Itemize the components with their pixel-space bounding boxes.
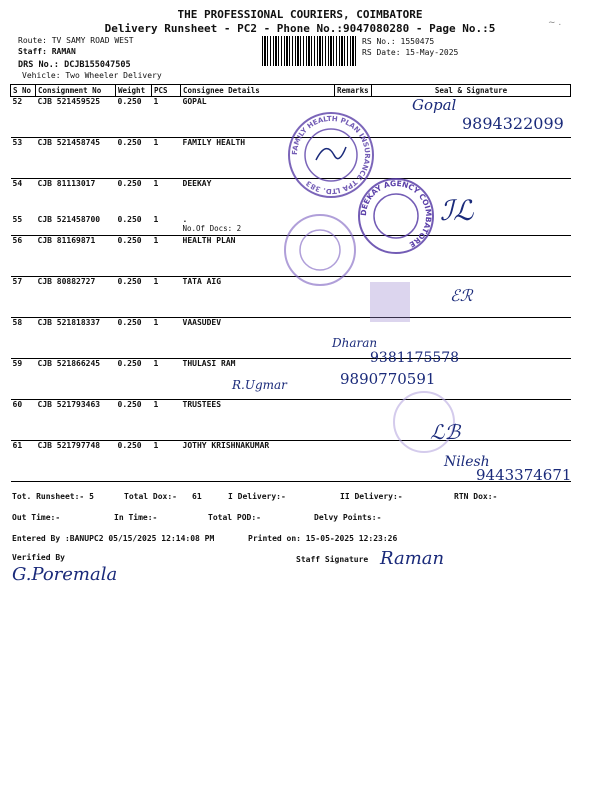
phone-nilesh: 9443374671 [476,466,572,484]
row-pcs: 1 [152,97,181,138]
row-sno: 56 [11,236,36,277]
row-consignee: HEALTH PLAN [181,236,335,277]
row-sno: 61 [11,441,36,482]
phone-thulasi: 9890770591 [340,370,436,388]
total-pod: Total POD:- [208,513,261,522]
sign-gopal: Gopal [412,96,457,114]
row-sno: 60 [11,400,36,441]
row-pcs: 1 [153,179,159,188]
row-pcs: 1 [152,359,181,400]
col-consignee: Consignee Details [181,85,335,97]
row-pcs: 1 [152,138,181,179]
row-consignee: FAMILY HEALTH [181,138,335,179]
row-consignee: GOPAL [181,97,335,138]
row-weight: 0.250 [116,236,152,277]
col-seal: Seal & Signature [372,85,571,97]
row-weight: 0.250 [116,400,152,441]
row-consignment: CJB 521866245 [36,359,116,400]
row-consignment: CJB 521458745 [36,138,116,179]
row-pcs: 1 [152,236,181,277]
sign-tata-aig: ℰℛ [450,286,473,305]
row-seal [372,138,571,179]
col-sno: S No [11,85,36,97]
verifier-signature: G.Poremala [12,564,118,585]
svg-text:FAMILY HEALTH PLAN INSURANCE T: FAMILY HEALTH PLAN INSURANCE TPA LTD. 383 [290,114,372,196]
row-consignee: TATA AIG [181,277,335,318]
row-weight: 0.250 [116,138,152,179]
row-consignment: CJB 81113017 [37,179,96,188]
drs-label: DRS No.: [18,60,59,70]
row-remarks [335,441,372,482]
entered-by: Entered By :BANUPC2 05/15/2025 12:14:08 PM [12,534,215,543]
out-time: Out Time:- [12,513,61,522]
col-pcs: PCS [152,85,181,97]
staff-label: Staff: [18,47,47,56]
deekay-agency-stamp [356,176,436,256]
row-remarks [335,400,372,441]
corner-mark: ~ . [548,18,562,28]
printed-on: Printed on: 15-05-2025 12:23:26 [248,534,398,543]
row-consignment: CJB 81169871 [36,236,116,277]
barcode [262,36,358,66]
delvy-points: Delvy Points:- [314,513,382,522]
consignee-name: . [182,214,188,224]
col-remarks: Remarks [335,85,372,97]
row-weight: 0.250 [116,441,152,482]
row-pcs: 1 [152,215,181,236]
rs-date: RS Date: 15-May-2025 [362,48,459,57]
row-consignment: CJB 521793463 [36,400,116,441]
phone-dharan: 9381175578 [370,350,460,366]
total-dox-value: 61 [192,492,202,501]
row-weight: 0.250 [117,179,142,188]
row-sno: 55 [11,215,36,236]
table-row [11,359,571,400]
smudged-stamp [370,282,410,322]
row-pcs: 1 [152,400,181,441]
sign-trustees: ℒℬ [430,420,461,444]
row-weight: 0.250 [116,359,152,400]
row-consignment: CJB 521818337 [36,318,116,359]
row-sno: 53 [11,138,36,179]
row-weight: 0.250 [116,318,152,359]
svg-text:DEEKAY AGENCY COIMBATORE: DEEKAY AGENCY COIMBATORE [358,178,434,250]
row-sno: 54 [12,179,23,188]
col-consignment: Consignment No [36,85,116,97]
route: Route: TV SAMY ROAD WEST [18,36,134,45]
ii-delivery: II Delivery:- [340,492,403,501]
tot-runsheet: Tot. Runsheet:- 5 [12,492,94,501]
row-pcs: 1 [152,441,181,482]
i-delivery: I Delivery:- [228,492,286,501]
rs-number: RS No.: 1550475 [362,37,435,46]
col-weight: Weight [116,85,152,97]
row-consignee: TRUSTEES [181,400,335,441]
sign-deekay: ℐℒ [440,194,474,227]
staff [18,47,76,56]
drs-value: DCJB155047505 [64,60,131,70]
row-weight: 0.250 [116,277,152,318]
table-row [11,318,571,359]
sign-nilesh: Nilesh [444,454,490,470]
row-consignee: VAASUDEV [181,318,335,359]
sign-dharan: Dharan [332,336,378,350]
row-consignee: JOTHY KRISHNAKUMAR [181,441,335,482]
phone-gopal: 9894322099 [462,114,564,133]
total-dox-label: Total Dox:- [124,492,177,501]
vehicle: Vehicle: Two Wheeler Delivery [22,71,162,80]
drs-number [18,60,131,70]
row-sno: 52 [11,97,36,138]
row-sno: 57 [11,277,36,318]
company-name: THE PROFESSIONAL COURIERS, COIMBATORE [177,8,423,21]
sign-thulasi: R.Ugmar [232,378,287,392]
table-row [11,400,571,441]
table-header [11,85,571,97]
staff-value: RAMAN [51,47,76,56]
health-plan-stamp [282,212,358,288]
row-consignment: CJB 521459525 [36,97,116,138]
row-consignee: DEEKAY [182,179,212,188]
rtn-dox: RTN Dox:- [454,492,498,501]
row-pcs: 1 [152,277,181,318]
staff-signature-label: Staff Signature [296,555,369,564]
row-weight: 0.250 [116,97,152,138]
runsheet-title: Delivery Runsheet - PC2 - Phone No.:9047080280 - Page No.:5 [104,22,496,35]
row-consignee: THULASI RAM [181,359,335,400]
no-of-docs: No.Of Docs: 2 [182,223,242,233]
row-weight: 0.250 [116,215,152,236]
verified-by-label: Verified By [12,553,65,562]
row-pcs: 1 [152,318,181,359]
row-consignment: CJB 80882727 [36,277,116,318]
row-consignment: CJB 521797748 [36,441,116,482]
row-sno: 59 [11,359,36,400]
staff-signature: Raman [380,548,445,569]
in-time: In Time:- [114,513,158,522]
row-consignment: CJB 521458700 [36,215,116,236]
row-sno: 58 [11,318,36,359]
